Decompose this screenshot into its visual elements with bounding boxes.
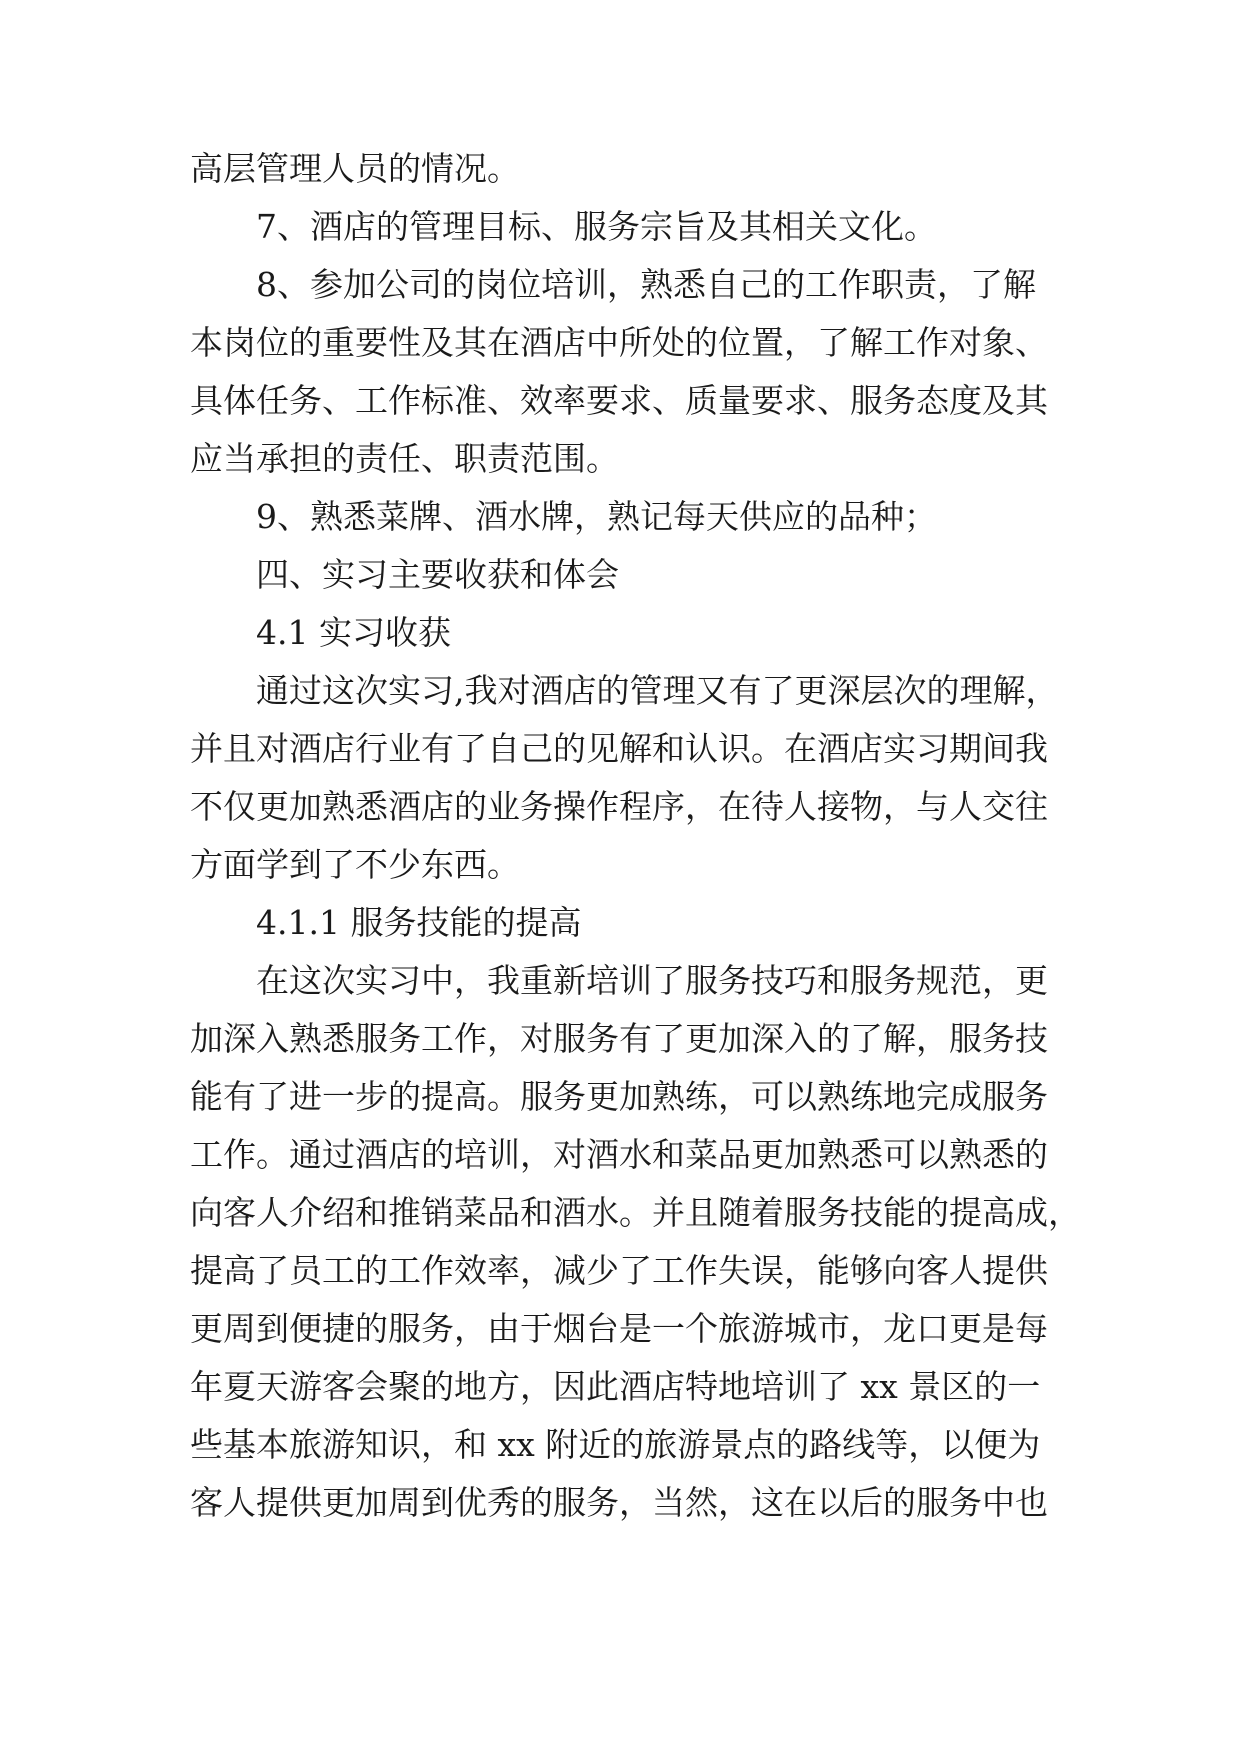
text-line: 通过这次实习,我对酒店的管理又有了更深层次的理解， (256, 671, 1059, 710)
text-line: 高层管理人员的情况。 (190, 149, 520, 188)
text-line: 在这次实习中，我重新培训了服务技巧和服务规范，更 (256, 961, 1048, 1000)
section-heading: 四、实习主要收获和体会 (256, 555, 619, 594)
text-line: 更周到便捷的服务，由于烟台是一个旅游城市，龙口更是每 (190, 1309, 1048, 1348)
text-line: 8、参加公司的岗位培训，熟悉自己的工作职责，了解 (256, 265, 1036, 304)
text-line: 客人提供更加周到优秀的服务，当然，这在以后的服务中也 (190, 1483, 1048, 1522)
text-line: 些基本旅游知识，和 xx 附近的旅游景点的路线等，以便为 (190, 1425, 1041, 1464)
text-line: 不仅更加熟悉酒店的业务操作程序，在待人接物，与人交往 (190, 787, 1048, 826)
text-line: 年夏天游客会聚的地方，因此酒店特地培训了 xx 景区的一 (190, 1367, 1041, 1406)
text-line: 向客人介绍和推销菜品和酒水。并且随着服务技能的提高成， (190, 1193, 1081, 1232)
text-line: 能有了进一步的提高。服务更加熟练，可以熟练地完成服务 (190, 1077, 1048, 1116)
text-line: 7、酒店的管理目标、服务宗旨及其相关文化。 (256, 207, 937, 246)
text-line: 9、熟悉菜牌、酒水牌，熟记每天供应的品种； (256, 497, 937, 536)
text-line: 加深入熟悉服务工作，对服务有了更加深入的了解，服务技 (190, 1019, 1048, 1058)
subsection-heading: 4.1.1 服务技能的提高 (256, 903, 582, 942)
text-line: 并且对酒店行业有了自己的见解和认识。在酒店实习期间我 (190, 729, 1048, 768)
text-line: 工作。通过酒店的培训，对酒水和菜品更加熟悉可以熟悉的 (190, 1135, 1048, 1174)
text-line: 提高了员工的工作效率，减少了工作失误，能够向客人提供 (190, 1251, 1048, 1290)
subsection-heading: 4.1 实习收获 (256, 613, 451, 652)
text-line: 本岗位的重要性及其在酒店中所处的位置，了解工作对象、 (190, 323, 1048, 362)
text-line: 方面学到了不少东西。 (190, 845, 520, 884)
text-line: 应当承担的责任、职责范围。 (190, 439, 619, 478)
text-line: 具体任务、工作标准、效率要求、质量要求、服务态度及其 (190, 381, 1048, 420)
